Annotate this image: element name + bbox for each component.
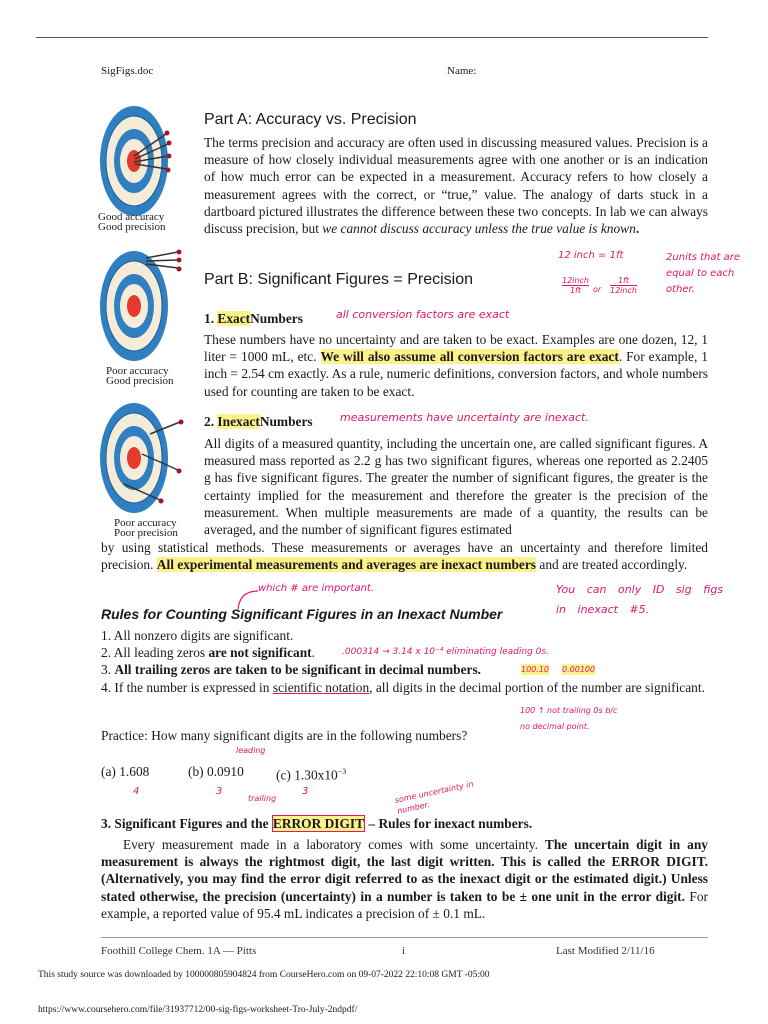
rule-2-text: 2. All leading zeros [101, 645, 206, 660]
handwriting-trailing-example-1: 100.10 [521, 665, 549, 674]
handwriting-frac-den: 12inch [610, 286, 637, 295]
inexact-body-1: All digits of a measured quantity, including the uncertain one, are called significant figures. A measured mass reported as 2.2 g has two significant figures, whereas one reported as 2.2405 g has five significant figures. The greater the number of significant figures, the greater is the certainty implied for the measurement and therefore the greater is the precision of the measurement. When multiple measurements are made of a quantity, the results can be averaged, and the number of significant figures estimated [204, 436, 708, 538]
handwriting-fraction-1 [562, 276, 589, 295]
part-a-body [204, 134, 708, 237]
handwriting-conv-top: 12 inch = 1ft [558, 250, 624, 261]
inexact-body-text: by using statistical methods. These measurements or averages have an uncertainty and therefore limited precision. [101, 540, 708, 573]
rule-2-bold: are not significant [208, 645, 312, 660]
exact-body [204, 331, 708, 400]
source-download-line: This study source was downloaded by 100000805904824 from CourseHero.com on 09-07-2022 22:10:08 GMT -05:00 [38, 970, 490, 980]
rule-4-text: 4. If the number is expressed in [101, 680, 270, 695]
section3-bold: The uncertain digit in any measurement is always the rightmost digit, the last digit written. This is called the ERROR DIGIT. (Alternatively, you may find the error digit referred to as the inexact digit or the estimated digit.) Unless stated otherwise, the precision (uncertainty) in a number is taken to be ± one unit in the error digit. [101, 837, 708, 904]
rule-2-end: . [311, 645, 315, 660]
dartboard-image [94, 104, 194, 219]
target-caption-line1: Good accuracy [98, 211, 165, 223]
inexact-heading-rest: Numbers [259, 414, 313, 429]
handwriting-or: or [593, 285, 602, 294]
name-label: Name: [447, 65, 477, 77]
footer-rule [101, 937, 708, 938]
handwriting-conversion [558, 250, 623, 261]
handwriting-leading-example: .000314 → 3.14 x 10⁻⁴ eliminating leading 0s. [342, 647, 549, 657]
part-a-text: The terms precision and accuracy are often used in discussing measured values. Precision is a measure of how closely individual measurements agree with one another or is an indication of how much error can be expected in a measurement. Accuracy refers to how closely a measurement agrees with the correct, or “true,” value. The analogy of darts stuck in a dartboard pictured illustrates the difference between these two concepts. In lab we can always discuss precision, but [204, 135, 708, 237]
rule-3 [101, 661, 481, 678]
rule-3-bold: All trailing zeros are taken to be significant in decimal numbers. [114, 662, 482, 677]
exact-heading-rest: Numbers [250, 311, 303, 326]
inexact-heading [204, 414, 313, 430]
rule-4-rest: , all digits in the decimal portion of the number are significant. [369, 680, 705, 695]
target-poor-good [94, 244, 194, 389]
footer-left: Foothill College Chem. 1A — Pitts [101, 945, 257, 957]
practice-c-exponent: −3 [337, 767, 347, 776]
inexact-heading-highlight: Inexact [217, 414, 260, 429]
section3-body [101, 836, 708, 922]
rule-4-underlined: scientific notation [272, 680, 370, 695]
exact-heading-highlight: Exact [217, 311, 251, 326]
section3-text: Every measurement made in a laboratory comes with some uncertainty. [123, 837, 538, 852]
exact-body-bold: We will also assume all conversion factors are exact [320, 349, 619, 365]
practice-c [276, 763, 346, 784]
handwriting-units-note: 2units that are equal to each other. [666, 252, 741, 295]
section3-rest: For example, a reported value of 95.4 mL indicates a precision of ± 0.1 mL. [101, 888, 708, 921]
inexact-body-2 [101, 539, 708, 573]
rule-4 [101, 679, 708, 696]
inexact-body-rest: and are treated accordingly. [539, 557, 688, 573]
footer-right: Last Modified 2/11/16 [556, 945, 655, 957]
part-a-italic: we cannot discuss accuracy unless the true value is known [322, 221, 636, 237]
target-caption-line2: Good precision [106, 375, 174, 387]
inexact-number: 2. [204, 414, 215, 429]
top-rule [36, 37, 708, 38]
target-poor-poor [94, 396, 194, 541]
handwriting-exact-note: all conversion factors are exact [336, 308, 510, 321]
section3-heading-highlight: ERROR DIGIT [272, 816, 365, 831]
dartboard-image [94, 244, 194, 364]
rule-3-number: 3. [101, 662, 112, 677]
exact-number: 1. [204, 311, 215, 326]
section3-heading-text: 3. Significant Figures and the [101, 816, 269, 831]
handwriting-side-note: 100 ↑ not trailing 0s b/c no decimal point. [520, 706, 618, 731]
part-a-end: . [635, 221, 640, 237]
section3-heading-rest: – Rules for inexact numbers. [368, 816, 533, 831]
handwriting-answer-c: 3 [302, 786, 309, 797]
rule-1: 1. All nonzero digits are significant. [101, 628, 294, 643]
practice-c-base: (c) 1.30x10 [276, 767, 338, 783]
handwriting-some-note: some uncertainty in number. [393, 779, 475, 816]
target-caption-line2: Poor precision [114, 527, 178, 539]
handwriting-which-note: which # are important. [258, 583, 375, 594]
handwriting-trailing-label: trailing [248, 794, 277, 803]
part-a-title: Part A: Accuracy vs. Precision [204, 111, 417, 128]
doc-filename: SigFigs.doc [101, 65, 154, 77]
target-caption-line2: Good precision [98, 221, 166, 233]
exact-heading [204, 311, 303, 327]
source-url[interactable]: https://www.coursehero.com/file/31937712/00-sig-figs-worksheet-Tro-July-2ndpdf/ [38, 1005, 358, 1015]
practice-a: (a) 1.608 [101, 764, 150, 779]
handwriting-answer-b: 3 [216, 786, 223, 797]
target-caption-line1: Poor accuracy [106, 365, 169, 377]
handwriting-inexact-note: measurements have uncertainty are inexact. [340, 411, 589, 424]
part-b-title: Part B: Significant Figures = Precision [204, 271, 474, 288]
handwriting-only-note: You can only ID sig figs in inexact #5. [556, 583, 724, 616]
target-good-good [94, 104, 194, 244]
rules-title: Rules for Counting Significant Figures in an Inexact Number [101, 606, 503, 622]
handwriting-frac-den: 1ft [569, 286, 581, 295]
exact-body-rest: . For example, 1 inch = 2.54 cm exactly. As a rule, numeric definitions, conversion factors, and whole numbers used for counting are taken to be exact. [204, 349, 708, 399]
handwriting-frac-num: 1ft [610, 276, 637, 286]
practice-question: Practice: How many significant digits are in the following numbers? [101, 728, 468, 743]
footer-center: i [402, 945, 406, 957]
rule-2 [101, 644, 315, 661]
handwriting-frac-num: 12inch [562, 276, 589, 285]
handwriting-fraction-2 [610, 276, 637, 295]
handwriting-answer-a: 4 [133, 786, 140, 797]
dartboard-image [94, 396, 194, 516]
handwriting-leading-label: leading [236, 746, 266, 755]
exact-body-text: These numbers have no uncertainty and are taken to be exact. Examples are one dozen, 12, 1 liter = 1000 mL, etc. [204, 332, 708, 365]
handwriting-trailing-example-2: 0.00100 [562, 665, 596, 674]
inexact-body-bold: All experimental measurements and averages are inexact numbers [156, 557, 537, 573]
practice-b: (b) 0.0910 [188, 764, 244, 779]
section3-heading [101, 816, 532, 832]
target-caption-line1: Poor accuracy [114, 517, 177, 529]
